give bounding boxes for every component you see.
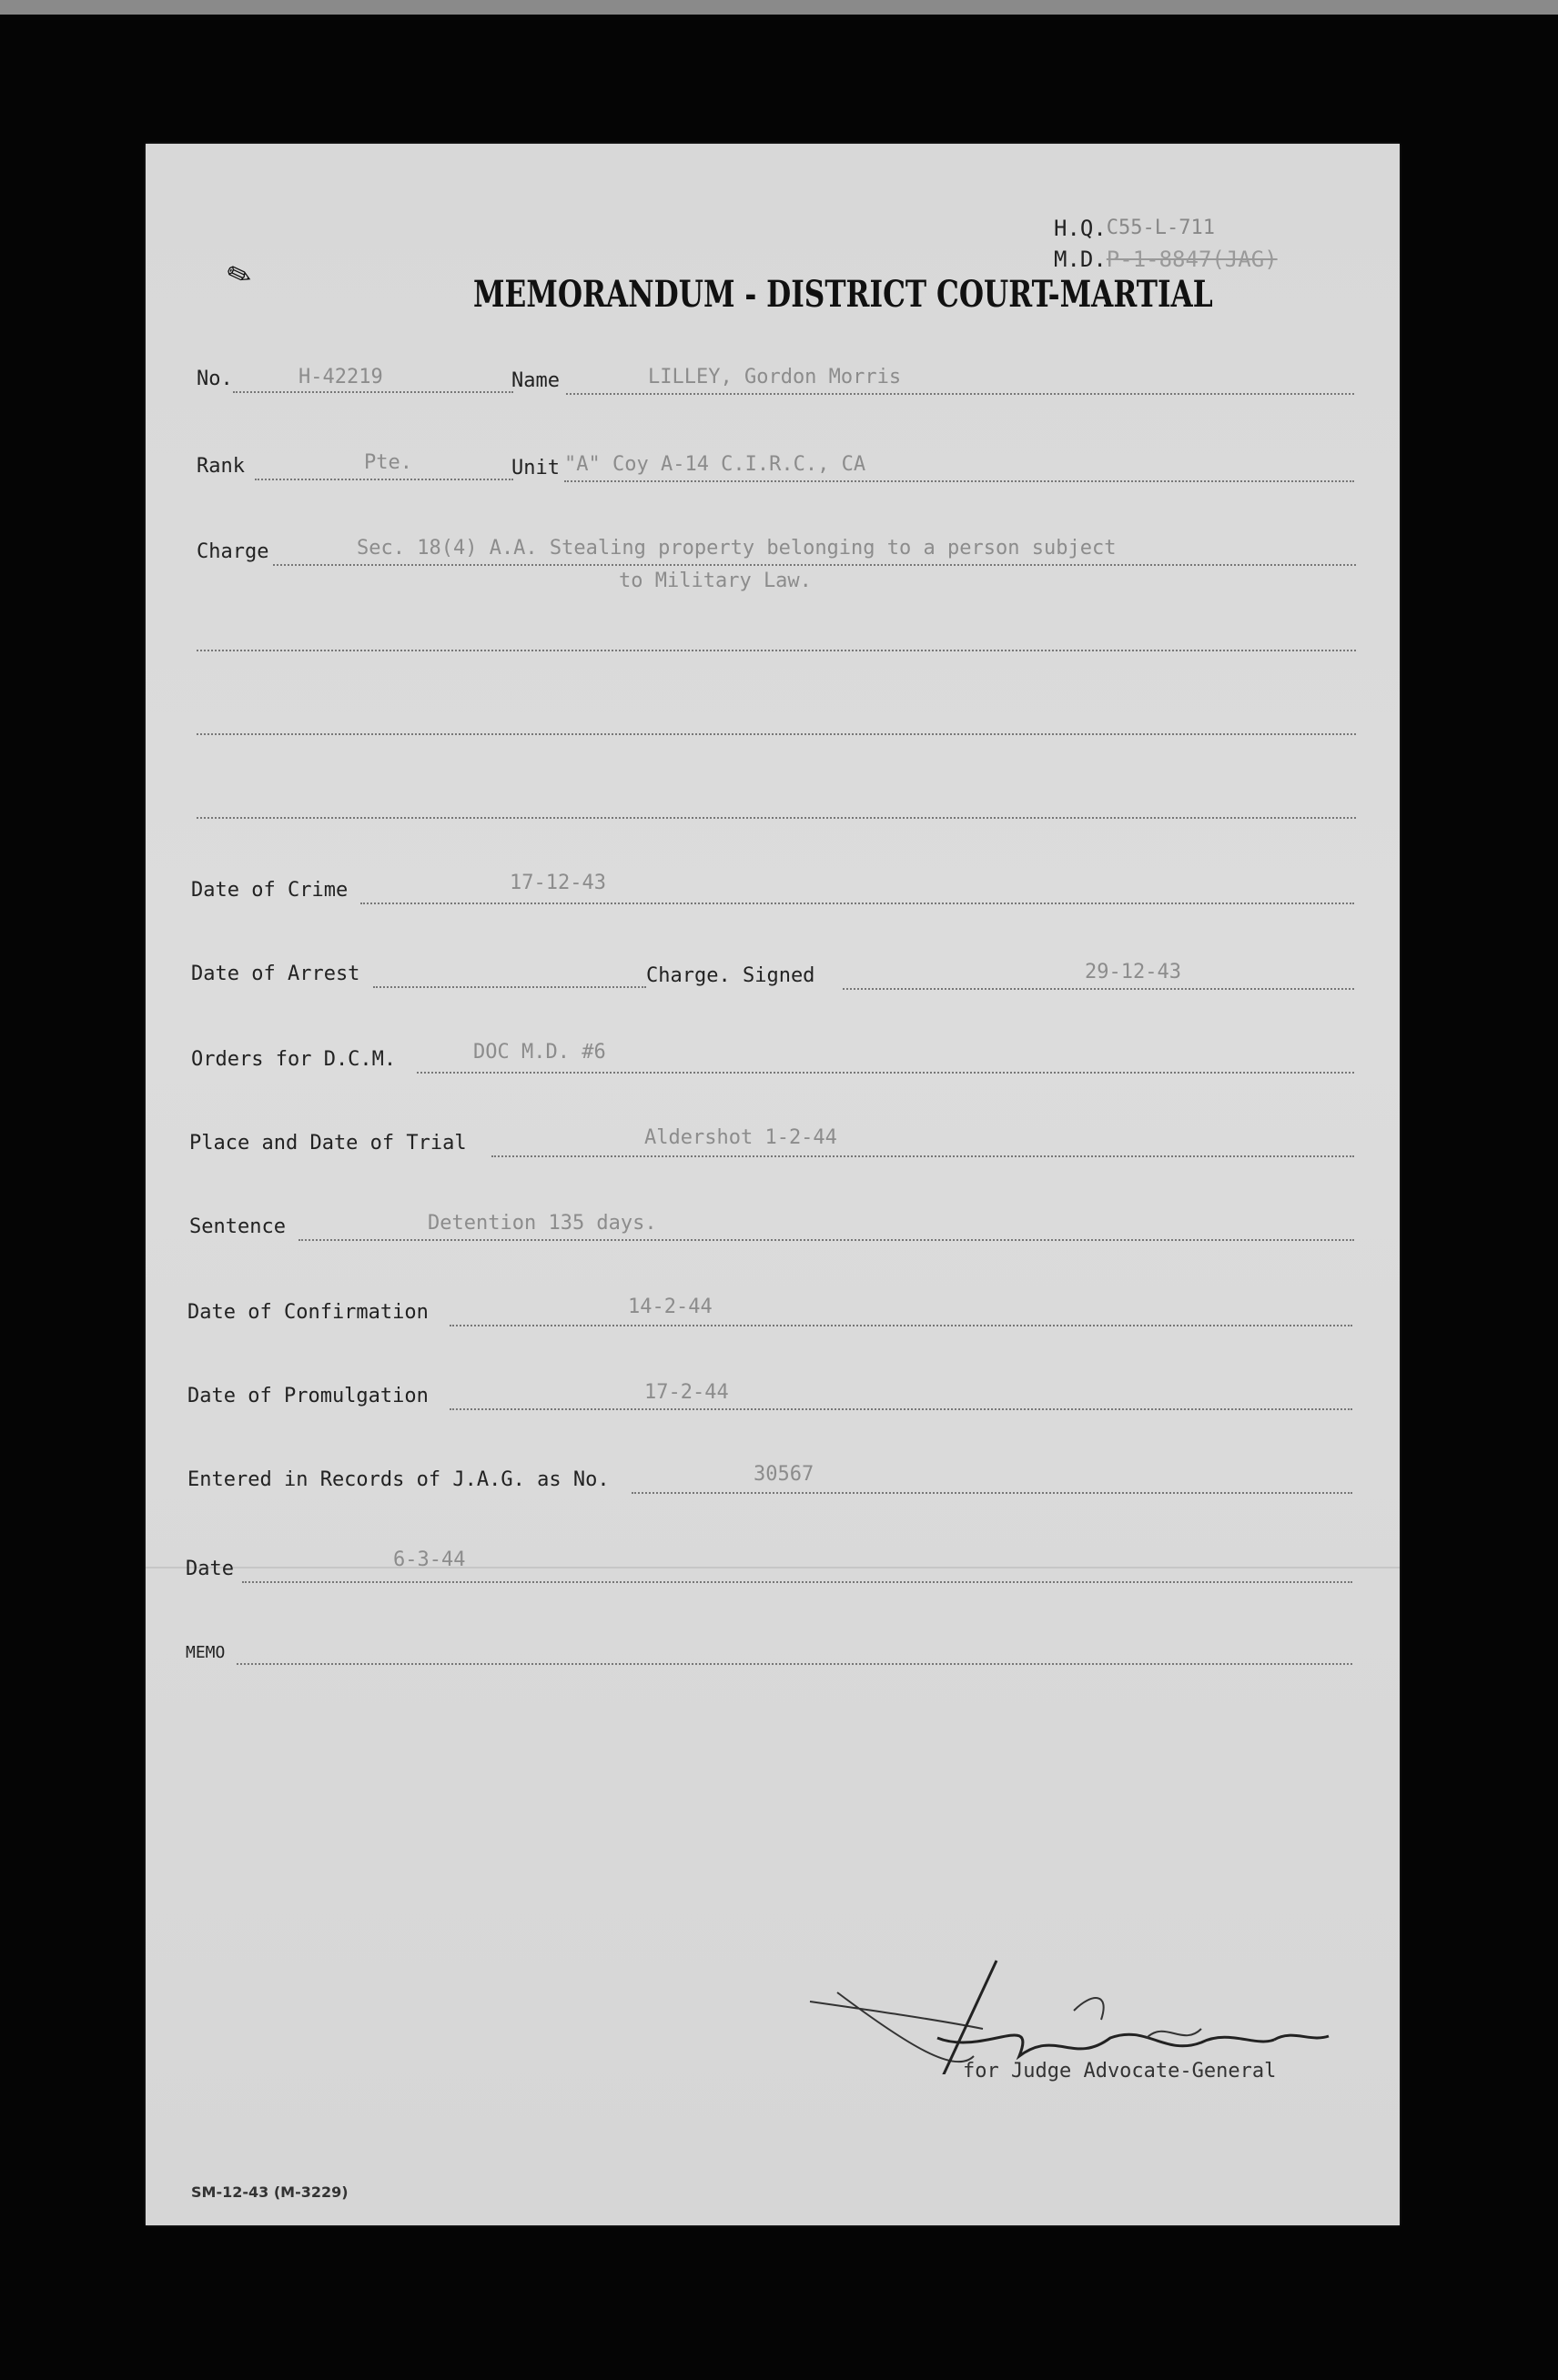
ink-mark: ✎ <box>220 250 257 298</box>
unit-value: "A" Coy A-14 C.I.R.C., CA <box>564 453 866 476</box>
md-value: P-1-8847(JAG) <box>1106 247 1278 272</box>
place-line <box>491 1155 1354 1157</box>
charge-signed-label: Charge. Signed <box>646 964 815 987</box>
memo-line <box>237 1663 1352 1665</box>
date-of-crime-line <box>360 903 1354 904</box>
name-line <box>566 393 1354 395</box>
sentence-value: Detention 135 days. <box>428 1212 657 1235</box>
place-label: Place and Date of Trial <box>189 1132 467 1155</box>
unit-line <box>564 480 1354 482</box>
date-of-arrest-label: Date of Arrest <box>191 963 360 985</box>
no-label: No. <box>197 368 233 390</box>
date-line <box>242 1581 1352 1583</box>
paper-fold <box>146 1567 1400 1568</box>
memorandum-form <box>146 144 1400 2225</box>
date-value: 6-3-44 <box>393 1548 466 1571</box>
charge-line-4 <box>197 817 1356 819</box>
form-number: SM-12-43 (M-3229) <box>191 2183 349 2201</box>
name-value: LILLEY, Gordon Morris <box>648 366 902 388</box>
md-label: M.D. <box>1054 247 1107 272</box>
date-of-arrest-line <box>373 986 646 988</box>
charge-line-3 <box>197 733 1356 735</box>
hq-reference <box>1054 213 1278 275</box>
sentence-line <box>298 1239 1354 1241</box>
sentence-label: Sentence <box>189 1215 286 1238</box>
name-label: Name <box>511 369 560 392</box>
confirmation-value: 14-2-44 <box>628 1296 713 1318</box>
place-value: Aldershot 1-2-44 <box>644 1126 837 1149</box>
charge-value-2: to Military Law. <box>619 570 812 592</box>
charge-line-2 <box>197 650 1356 651</box>
hq-value: C55-L-711 <box>1106 217 1216 239</box>
promulgation-line <box>450 1408 1352 1410</box>
charge-signed-line <box>843 988 1354 990</box>
signature-scrawl <box>801 1938 1383 2074</box>
date-of-crime-value: 17-12-43 <box>510 872 606 894</box>
entered-value: 30567 <box>754 1463 814 1486</box>
rank-label: Rank <box>197 455 245 478</box>
charge-value-1: Sec. 18(4) A.A. Stealing property belonging to a person subject <box>357 537 1117 560</box>
rank-value: Pte. <box>364 451 412 474</box>
orders-value: DOC M.D. #6 <box>473 1041 606 1064</box>
date-label: Date <box>186 1558 234 1580</box>
entered-label: Entered in Records of J.A.G. as No. <box>187 1468 610 1491</box>
charge-line-1 <box>273 564 1356 566</box>
unit-label: Unit <box>511 457 560 479</box>
date-of-crime-label: Date of Crime <box>191 879 349 902</box>
charge-signed-value: 29-12-43 <box>1085 961 1181 983</box>
hq-label: H.Q. <box>1054 216 1107 241</box>
promulgation-value: 17-2-44 <box>644 1381 729 1404</box>
no-line <box>233 391 513 393</box>
entered-line <box>632 1492 1352 1494</box>
confirmation-line <box>450 1325 1352 1326</box>
orders-line <box>417 1072 1354 1074</box>
orders-label: Orders for D.C.M. <box>191 1048 397 1071</box>
scan-border <box>0 0 1558 15</box>
signature-caption: for Judge Advocate-General <box>963 2060 1277 2082</box>
charge-label: Charge <box>197 540 269 563</box>
rank-line <box>255 479 513 480</box>
promulgation-label: Date of Promulgation <box>187 1385 429 1407</box>
memo-label: MEMO <box>186 1643 226 1662</box>
no-value: H-42219 <box>298 366 383 388</box>
form-title: MEMORANDUM - DISTRICT COURT-MARTIAL <box>473 273 1213 316</box>
confirmation-label: Date of Confirmation <box>187 1301 429 1324</box>
